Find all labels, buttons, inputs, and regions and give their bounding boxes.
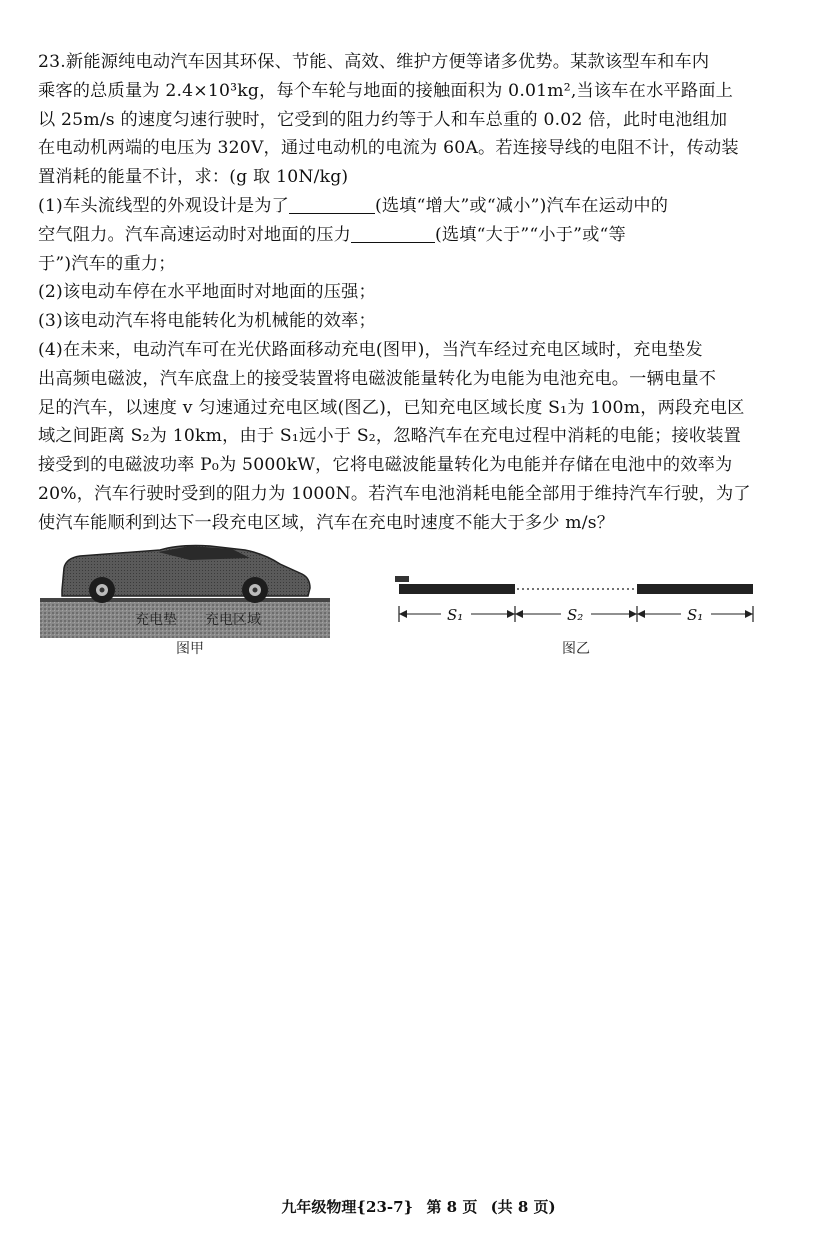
label-charging-pad: 充电垫: [135, 612, 177, 628]
answer-blank-1[interactable]: [289, 195, 375, 214]
charging-segment-right: [637, 584, 753, 594]
sub-question-4-line: (4)在未来，电动汽车可在光伏路面移动充电(图甲)，当汽车经过充电区域时，充电垫发: [38, 339, 703, 360]
sub-question-4-line: 足的汽车，以速度 v 匀速通过充电区域(图乙)，已知充电区域长度 S₁为 100m，两段充电区: [38, 397, 745, 418]
question-line: 23.新能源纯电动汽车因其环保、节能、高效、维护方便等诸多优势。某款该型车和车内: [38, 52, 710, 72]
sub-question-4-line: 接受到的电磁波功率 P₀为 5000kW，它将电磁波能量转化为电能并存储在电池中的效率为: [38, 455, 733, 476]
figures: [0, 540, 837, 680]
question-line: 以 25m/s 的速度匀速行驶时，它受到的阻力约等于人和车总重的 0.02 倍，此时电池组加: [38, 109, 728, 130]
sub-question-1-line-1: (1)车头流线型的外观设计是为了 (选填“增大”或“减小”)汽车在运动中的: [38, 195, 669, 216]
road-surface: [40, 600, 330, 638]
page-footer: [0, 1196, 837, 1217]
sub-question-1-line-3: 于”)汽车的重力；: [38, 253, 176, 274]
figure-jia: [40, 540, 340, 640]
charging-segment-left: [399, 584, 515, 594]
question-23: [38, 48, 808, 538]
label-s1-right: S₁: [687, 606, 704, 624]
question-line: 乘客的总质量为 2.4×10³kg，每个车轮与地面的接触面积为 0.01m²,当该车在水平路面上: [38, 80, 733, 101]
car-marker-icon: [395, 576, 409, 582]
sub-question-3: (3)该电动汽车将电能转化为机械能的效率；: [38, 311, 376, 332]
sub-question-4-line: 域之间距离 S₂为 10km，由于 S₁远小于 S₂，忽略汽车在充电过程中消耗的电能；接收装置: [38, 426, 742, 447]
label-s1-left: S₁: [447, 606, 464, 624]
sub-question-2: (2)该电动车停在水平地面时对地面的压强；: [38, 282, 376, 303]
sub-question-1-line-2: 空气阻力。汽车高速运动时对地面的压力 (选填“大于”“小于”或“等: [38, 224, 626, 245]
caption-figure-jia: 图甲: [176, 641, 204, 657]
question-line: 置消耗的能量不计，求：(g 取 10N/kg): [38, 167, 349, 188]
sub-question-4-line: 出高频电磁波，汽车底盘上的接受装置将电磁波能量转化为电能为电池充电。一辆电量不: [38, 368, 717, 389]
footer-total-pages: (共 8 页): [490, 1198, 556, 1216]
sub-question-4-line: 20%，汽车行驶时受到的阻力为 1000N。若汽车电池消耗电能全部用于维持汽车行驶，为了: [38, 483, 751, 504]
label-s2: S₂: [567, 606, 584, 624]
footer-page-number: 第 8 页: [426, 1198, 478, 1216]
question-line: 在电动机两端的电压为 320V，通过电动机的电流为 60A。若连接导线的电阻不计，传动装: [38, 138, 739, 159]
label-charging-zone: 充电区域: [205, 612, 261, 628]
caption-figure-yi: 图乙: [562, 641, 590, 657]
answer-blank-2[interactable]: [351, 224, 435, 243]
figure-yi: [385, 570, 765, 640]
sub-question-4-line: 使汽车能顺利到达下一段充电区域，汽车在充电时速度不能大于多少 m/s？: [38, 512, 615, 533]
footer-subject: 九年级物理{23-7}: [281, 1198, 414, 1216]
